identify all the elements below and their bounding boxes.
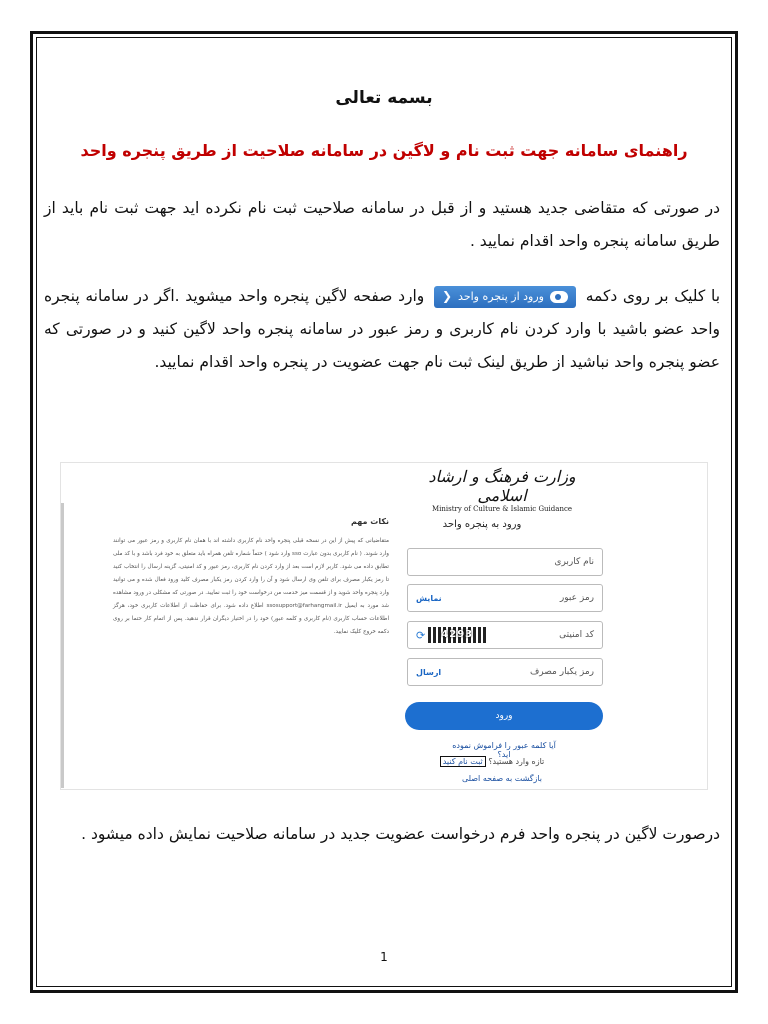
paragraph-text-after-button: وارد صفحه لاگین پنجره واحد میشوید .اگر در سامانه پنجره واحد عضو باشید با وارد کردن نام کاربری و رمز عبور در سامانه پنجره واحد لاگین کنید و در صورتی که عضو پنجره واحد نباشید از طریق لینک ثبت نام جهت عضویت در پنجره واحد اقدام نمایید. bbox=[44, 287, 720, 371]
important-notes-title: نکات مهم bbox=[351, 517, 389, 526]
document-page bbox=[42, 42, 726, 982]
otp-input[interactable] bbox=[407, 658, 603, 686]
back-to-home-link[interactable]: بازگشت به صفحه اصلی bbox=[461, 774, 543, 783]
login-page-screenshot bbox=[60, 462, 708, 790]
single-window-login-button-image bbox=[434, 286, 576, 308]
ministry-logo bbox=[427, 467, 577, 513]
page-number: 1 bbox=[380, 950, 388, 964]
paragraph-text-before-button: با کلیک بر روی دکمه bbox=[585, 287, 721, 305]
new-user-text: تازه وارد هستید؟ bbox=[488, 757, 545, 766]
password-input[interactable] bbox=[407, 584, 603, 612]
password-placeholder: رمز عبور bbox=[559, 593, 594, 603]
cloud-icon bbox=[550, 291, 568, 303]
important-notes-text: متقاضیانی که پیش از این در نسخه قبلی پنجره واحد نام کاربری داشته اند با همان نام کاربری و رمز عبور می توانند وارد شوند. ( نام کاربری بدون عبارت sso وارد شود ) حتماً شماره تلفن همراه باید متعلق به خود فرد باشد و با کد ملی تطابق داده می شود. کاربر لازم است بعد از وارد کردن نام کاربری، رمز عبور و کد امنیتی، گزینه ارسال را انتخاب کنید تا رمز یکبار مصرف برای تلفن وی ارسال شود و آن را وارد کردن رمز یکبار مصرف کلید ورود فعال شده و می توانید وارد پنجره واحد شوید و از قسمت میز خدمت من درخواست خود را ثبت نمایید. در صورتی که مشکلی در ورود مشاهده شد مورد به ایمیل ssosupport@farhangmail.ir اطلاع داده شود. برای حفاظت از اطلاعات کاربری خود، هرگز اطلاعات حساب کاربری (نام کاربری و کلمه عبور) خود را در اختیار دیگران قرار ندهید. پس از اتمام کار حتما بر روی دکمه خروج کلیک نمایید. bbox=[113, 538, 389, 635]
captcha-input[interactable] bbox=[407, 621, 603, 649]
scrollbar bbox=[60, 503, 64, 788]
captcha-placeholder: کد امنیتی bbox=[559, 630, 594, 640]
otp-placeholder: رمز یکبار مصرف bbox=[529, 667, 594, 677]
paragraph-intro: در صورتی که متقاضی جدید هستید و از قبل در سامانه صلاحیت ثبت نام نکرده اید جهت ثبت نام باید از طریق سامانه پنجره واحد اقدام نمایید . bbox=[44, 199, 720, 250]
paragraph-login-instructions bbox=[44, 280, 720, 379]
new-user-row bbox=[427, 757, 557, 766]
paragraph-after-login: درصورت لاگین در پنجره واحد فرم درخواست عضویت جدید در سامانه صلاحیت نمایش داده میشود . bbox=[81, 825, 720, 843]
captcha-image: 4293 bbox=[428, 627, 486, 643]
login-submit-button[interactable]: ورود bbox=[405, 702, 603, 730]
show-password-button[interactable]: نمایش bbox=[416, 593, 442, 603]
username-input[interactable] bbox=[407, 548, 603, 576]
captcha-area bbox=[416, 627, 486, 643]
login-title: ورود به پنجره واحد bbox=[442, 519, 522, 530]
send-otp-button[interactable]: ارسال bbox=[416, 667, 442, 677]
username-placeholder: نام کاربری bbox=[554, 557, 594, 567]
logo-persian-text: وزارت فرهنگ و ارشاد اسلامی bbox=[428, 467, 576, 505]
forgot-password-link[interactable]: آیا کلمه عبور را فراموش نموده اید؟ bbox=[452, 741, 556, 759]
document-title: راهنمای سامانه جهت ثبت نام و لاگین در سامانه صلاحیت از طریق پنجره واحد bbox=[80, 141, 688, 160]
inline-button-label: ورود از پنجره واحد bbox=[458, 290, 544, 303]
refresh-icon[interactable]: ⟳ bbox=[416, 628, 426, 642]
chevron-left-icon: ❮ bbox=[441, 289, 453, 303]
logo-english-text: Ministry of Culture & Islamic Guidance bbox=[431, 505, 573, 513]
basmala-heading: بسمه تعالی bbox=[335, 88, 433, 108]
register-link[interactable]: ثبت نام کنید bbox=[440, 756, 486, 767]
